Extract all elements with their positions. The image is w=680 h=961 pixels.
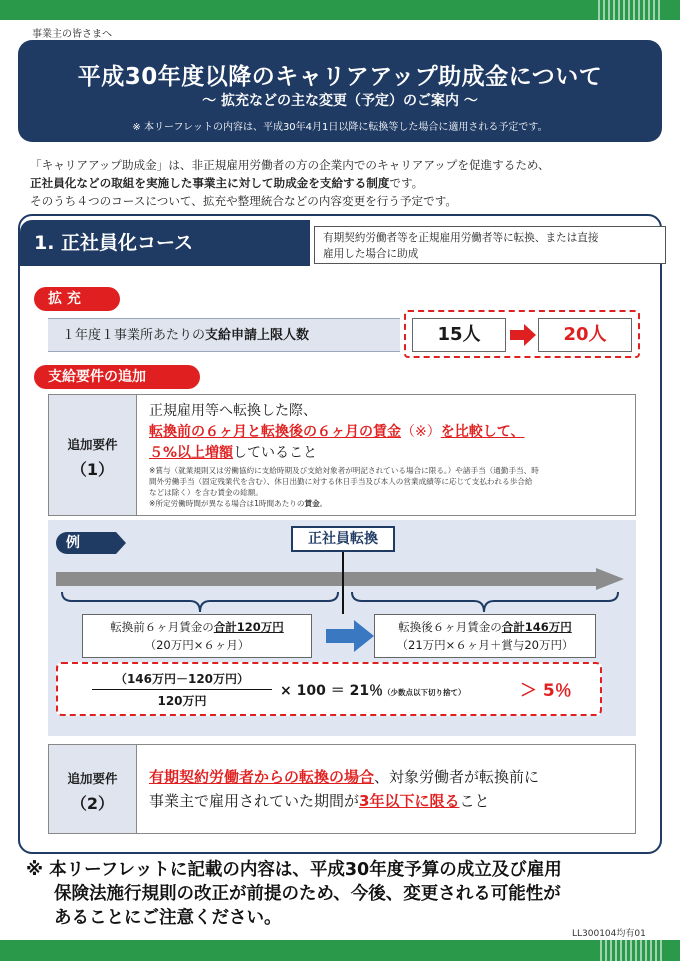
intro-line-2-rest: です。 [389,176,424,190]
example-tag-text: 例 [66,535,80,551]
period-braces [60,590,620,614]
wage-after-box [374,614,596,658]
requirement-2-label-text: 追加要件 [67,771,118,786]
req2-red-1: 有期契約労働者からの転換の場合 [149,768,375,786]
bottom-green-band [0,940,680,961]
requirement-1-label [49,395,137,515]
formula-box [56,662,602,716]
timeline-arrow-icon [56,568,624,590]
example-tag [56,532,116,554]
wage-after-calc: （21万円×６ヶ月＋賞与20万円） [396,638,574,652]
expansion-tag: 拡 充 [34,287,120,311]
requirement-1-number: （1） [70,460,115,479]
requirement-2 [48,744,636,834]
formula-times: × 100 ＝ 21％ [280,683,384,699]
limit-values-box [404,310,640,358]
formula-numerator: （146万円－120万円） [92,670,272,690]
limit-after: 20人 [538,318,632,352]
course-header [20,220,660,266]
intro-line-3: そのうち４つのコースについて、拡充や整理統合などの内容変更を行う予定です。 [30,194,457,208]
req1-note-4-bold: 賃金 [304,499,320,508]
stripe-decoration [598,0,660,20]
page-title: 平成30年度以降のキャリアアップ助成金について [77,64,603,90]
req1-note-mark: （※） [401,424,441,440]
conversion-label: 正社員転換 [291,526,395,552]
requirement-2-line-2 [149,789,539,813]
footer-disclaimer [26,858,666,930]
audience-label: 事業主の皆さまへ [32,29,112,40]
example-tag-pointer [116,532,126,554]
limit-label-row [48,318,400,352]
arrow-right-icon [510,324,536,346]
requirement-2-body [149,765,539,813]
formula-calculation [280,680,466,700]
wage-after-total: 合計146万円 [501,620,572,634]
req1-red-3: ５%以上増額 [149,445,234,461]
requirement-1-notes [149,465,629,509]
requirement-1-label-text: 追加要件 [67,437,118,452]
requirement-2-line-1 [149,765,539,789]
req2-line-1-rest: 、対象労働者が転換前に [374,768,540,786]
example-panel [48,520,636,736]
req1-note-4-post: 。 [319,499,328,508]
req1-red-1: 転換前の６ヶ月と転換後の６ヶ月の賃金 [149,424,401,440]
course-desc-line-1: 有期契約労働者等を正規雇用労働者等に転換、または直接 [323,232,599,244]
intro-bold: 正社員化などの取組を実施した事業主に対して助成金を支給する制度 [30,176,390,190]
req2-line-2-pre: 事業主で雇用されていた期間が [149,792,360,810]
course-description [314,226,666,264]
title-banner [18,40,662,142]
formula-denominator: 120万円 [157,694,207,708]
requirement-2-label [49,745,137,833]
wage-before-box [82,614,312,658]
footer-line-3: あることにご注意ください。 [54,908,282,928]
wage-before-line-1 [83,618,311,636]
req1-red-2: を比較して、 [440,424,525,440]
limit-label-pre: １年度１事業所あたりの [62,328,206,343]
top-green-band [0,0,680,20]
wage-after-pre: 転換後６ヶ月賃金の [398,620,502,634]
req1-note-3: などは除く）を含む賃金の総額。 [149,488,263,497]
requirement-1-body [149,401,524,464]
req1-note-4 [149,498,629,509]
requirements-tag: 支給要件の追加 [34,365,200,389]
course-desc-line-2: 雇用した場合に助成 [323,248,419,260]
req1-note-4-pre: ※所定労働時間が異なる場合は1時間あたりの [149,499,305,508]
requirement-1-line-1: 正規雇用等へ転換した際、 [149,403,317,419]
wage-before-total: 合計120万円 [213,620,284,634]
course-title: 1. 正社員化コース [20,220,310,266]
wage-after-line-1 [375,618,595,636]
wage-before-calc: （20万円×６ヶ月） [144,638,250,652]
footer-line-2: 保険法施行規則の改正が前提のため、今後、変更される可能性が [54,884,561,904]
req2-line-2-post: こと [459,792,490,810]
requirement-1-line-2 [149,422,524,443]
intro-line-1: 「キャリアアップ助成金」は、非正規雇用労働者の方の企業内でのキャリアアップを促進するため、 [30,158,550,172]
req1-note-2: 間外労働手当（固定残業代を含む）、休日出勤に対する休日手当及び本人の営業成績等に応じて支払われる歩合給 [149,477,533,486]
requirement-2-number: （2） [70,794,115,813]
page-subtitle: ～ 拡充などの主な変更（予定）のご案内 ～ [202,93,478,109]
formula-fraction [92,670,272,709]
limit-label-bold: 支給申請上限人数 [205,328,310,343]
footer-line-1: ※ 本リーフレットに記載の内容は、平成30年度予算の成立及び雇用 [26,860,562,880]
intro-text [30,156,670,210]
req1-line-3-rest: していること [233,445,318,461]
wage-before-pre: 転換前６ヶ月賃金の [110,620,214,634]
requirement-1 [48,394,636,516]
title-note: ※ 本リーフレットの内容は、平成30年4月1日以降に転換等した場合に適用される予定です。 [132,122,548,133]
formula-rounding-note: （少数点以下切り捨て） [383,688,466,697]
req1-note-1: ※賞与（就業規則又は労働協約に支給時期及び支給対象者が明記されている場合に限る。）や諸手当（通勤手当、時 [149,466,539,475]
stripe-decoration [600,940,662,961]
document-code: LL300104均有01 [572,929,646,939]
requirement-1-line-3 [149,443,524,464]
formula-result: ＞ 5％ [520,681,572,701]
limit-before: 15人 [412,318,506,352]
arrow-right-icon [326,620,374,652]
intro-line-2 [30,174,670,192]
req2-red-2: 3年以下に限る [359,792,460,810]
